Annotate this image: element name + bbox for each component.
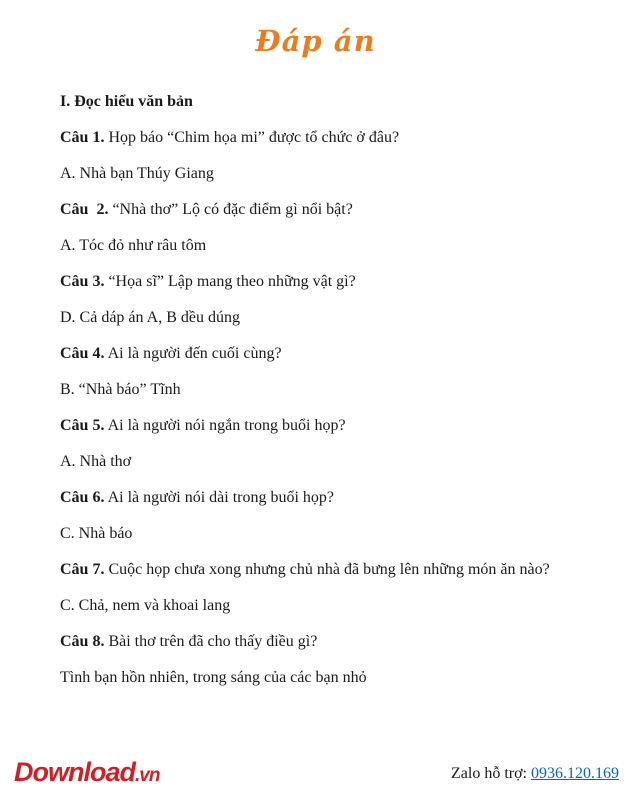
answer-line-7: C. Chả, nem và khoai lang (60, 597, 231, 614)
question-label-5: Câu 5. (60, 417, 105, 434)
question-line-2 (60, 200, 587, 219)
question-text-6: Ai là người nói dài trong buổi họp? (107, 489, 335, 506)
answer-line-1: A. Nhà bạn Thúy Giang (60, 165, 214, 182)
answer-line-3: D. Cả dáp án A, B dều dúng (60, 309, 240, 326)
question-line-1 (60, 128, 587, 147)
zalo-support-label: Zalo hỗ trợ: (451, 765, 531, 782)
question-label-7: Câu 7. (60, 561, 105, 578)
question-line-6 (60, 488, 587, 507)
question-line-3 (60, 272, 587, 291)
answer-line-2: A. Tóc đỏ như râu tôm (60, 237, 207, 254)
download-vn-logo (14, 758, 159, 790)
question-label-4: Câu 4. (60, 345, 105, 362)
question-line-8 (60, 632, 587, 651)
question-text-4: Ai là người đến cuối cùng? (107, 345, 282, 362)
question-label-3: Câu 3. (60, 273, 105, 290)
question-text-5: Ai là người nói ngắn trong buổi họp? (107, 417, 346, 434)
question-text-8: Bài thơ trên đã cho thấy điều gì? (108, 633, 318, 650)
question-text-1: Họp báo “Chim họa mi” được tổ chức ở đâu? (108, 129, 400, 146)
page-footer (0, 758, 631, 790)
answer-line-5: A. Nhà thơ (60, 453, 132, 470)
zalo-support (451, 762, 619, 790)
logo-suffix: .vn (135, 765, 160, 786)
section-heading: I. Đọc hiểu văn bản (60, 93, 193, 110)
question-label-8: Câu 8. (60, 633, 105, 650)
question-label-1: Câu 1. (60, 129, 105, 146)
logo-text: Download (14, 757, 135, 787)
answer-line-6: C. Nhà báo (60, 525, 133, 542)
question-line-7 (60, 560, 587, 579)
answer-line-8: Tình bạn hồn nhiên, trong sáng của các bạn nhỏ (60, 669, 367, 686)
question-text-2: “Nhà thơ” Lộ có đặc điểm gì nổi bật? (112, 201, 353, 218)
question-line-4 (60, 344, 587, 363)
answer-line-4: B. “Nhà báo” Tĩnh (60, 381, 181, 398)
question-label-2: Câu 2. (60, 201, 109, 218)
question-line-5 (60, 416, 587, 435)
zalo-phone-link[interactable]: 0936.120.169 (531, 765, 619, 782)
page-title: Đáp án (255, 24, 376, 58)
document-body (0, 58, 631, 687)
question-text-7: Cuộc họp chưa xong nhưng chủ nhà đã bưng lên những món ăn nào? (108, 561, 550, 578)
question-text-3: “Họa sĩ” Lập mang theo những vật gì? (108, 273, 356, 290)
question-label-6: Câu 6. (60, 489, 105, 506)
